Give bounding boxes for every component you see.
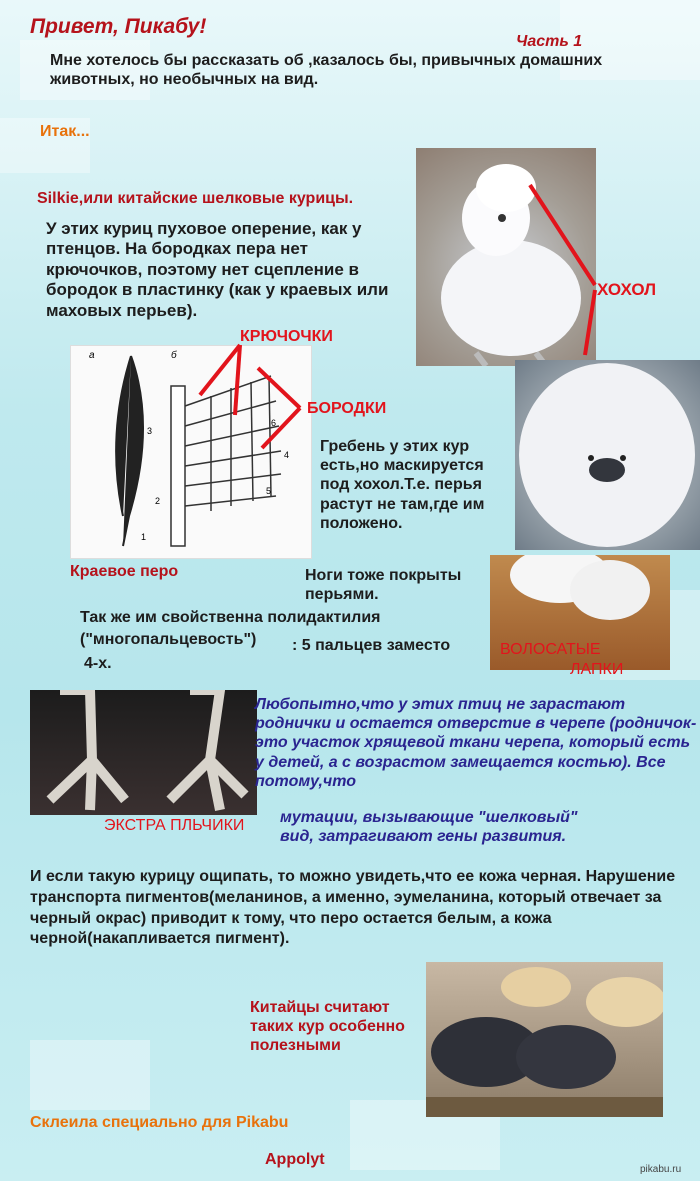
polydactyly-text-2: ("многопальцевость") bbox=[80, 631, 257, 648]
diagram-mark-a: а bbox=[89, 350, 95, 361]
diagram-mark-3: 3 bbox=[147, 426, 153, 436]
diagram-mark-2: 2 bbox=[155, 496, 161, 506]
diagram-mark-b: б bbox=[171, 350, 177, 361]
diagram-mark-6: 6 bbox=[271, 418, 277, 428]
hairy-feet-label-1: ВОЛОСАТЫЕ bbox=[500, 641, 601, 658]
plucked-chickens-illustration bbox=[426, 962, 663, 1117]
contour-feather-label: Краевое перо bbox=[70, 563, 179, 580]
chicken-illustration bbox=[416, 148, 596, 366]
diagram-mark-5: 5 bbox=[266, 486, 272, 496]
greeting-title: Привет, Пикабу! bbox=[30, 15, 207, 38]
credit-text: Склеила специально для Pikabu bbox=[30, 1114, 289, 1131]
polydactyly-text-3: : 5 пальцев заместо bbox=[292, 637, 451, 654]
author-text: Appolyt bbox=[265, 1151, 325, 1168]
chicken-head-illustration bbox=[515, 360, 700, 550]
watermark-text: pikabu.ru bbox=[640, 1164, 682, 1175]
crest-label: ХОХОЛ bbox=[597, 280, 657, 299]
hairy-feet-label-2: ЛАПКИ bbox=[570, 661, 624, 678]
comb-text: Гребень у этих кур есть,но маскируется под хохол.Т.е. перья растут не там,где им положено. bbox=[320, 438, 485, 532]
diagram-mark-4: 4 bbox=[284, 450, 290, 460]
intro-text: Мне хотелось бы рассказать об ,казалось бы, привычных домашних животных, но необычных на вид. bbox=[50, 52, 603, 89]
part-label: Часть 1 bbox=[516, 33, 583, 50]
silkie-title: Silkie,или китайские шелковые курицы. bbox=[37, 190, 354, 207]
feather-diagram bbox=[70, 345, 312, 559]
extra-toes-label: ЭКСТРА ПЛЬЧИКИ bbox=[104, 817, 245, 834]
bg-square bbox=[30, 1040, 150, 1110]
polydactyly-text-1: Так же им свойственна полидактилия bbox=[80, 609, 381, 626]
skin-text: И если такую курицу ощипать, то можно увидеть,что ее кожа черная. Нарушение транспорта пигментов(меланинов, а именно, эумеланина, который отвечает за черный окрас) приводит к тому, что перо остается белым, а кожа черной(накапливается пигмент). bbox=[30, 868, 676, 948]
feathered-feet-photo bbox=[490, 555, 670, 670]
polydactyly-text-4: 4-х. bbox=[84, 655, 112, 672]
diagram-mark-1: 1 bbox=[141, 532, 147, 542]
toes-illustration bbox=[30, 690, 257, 815]
mutation-text: мутации, вызывающие "шелковый" вид, затрагивают гены развития. bbox=[280, 809, 578, 846]
silkie-head-photo bbox=[515, 360, 700, 550]
itak-text: Итак... bbox=[40, 123, 90, 140]
plucked-chickens-photo bbox=[426, 962, 663, 1117]
extra-toes-photo bbox=[30, 690, 257, 815]
silkie-chicken-photo bbox=[416, 148, 596, 366]
barbs-label: БОРОДКИ bbox=[307, 400, 387, 417]
feather-diagram-drawing bbox=[71, 346, 311, 558]
plumage-text: У этих куриц пуховое оперение, как у птенцов. На бородках пера нет крючочков, поэтому нет сцепление в бородок в пластинку (как у краевых или маховых перьев). bbox=[46, 219, 389, 320]
hooks-label: КРЮЧОЧКИ bbox=[240, 328, 333, 345]
chinese-text: Китайцы считают таких кур особенно полезными bbox=[250, 999, 405, 1055]
legs-text: Ноги тоже покрыты перьями. bbox=[305, 567, 462, 604]
fontanel-text: Любопытно,что у этих птиц не зарастают роднички и остается отверстие в черепе (родничок-это участок хрящевой ткани черепа, который есть у детей, а с возрастом замещается костью). Все потому,что bbox=[255, 696, 697, 790]
